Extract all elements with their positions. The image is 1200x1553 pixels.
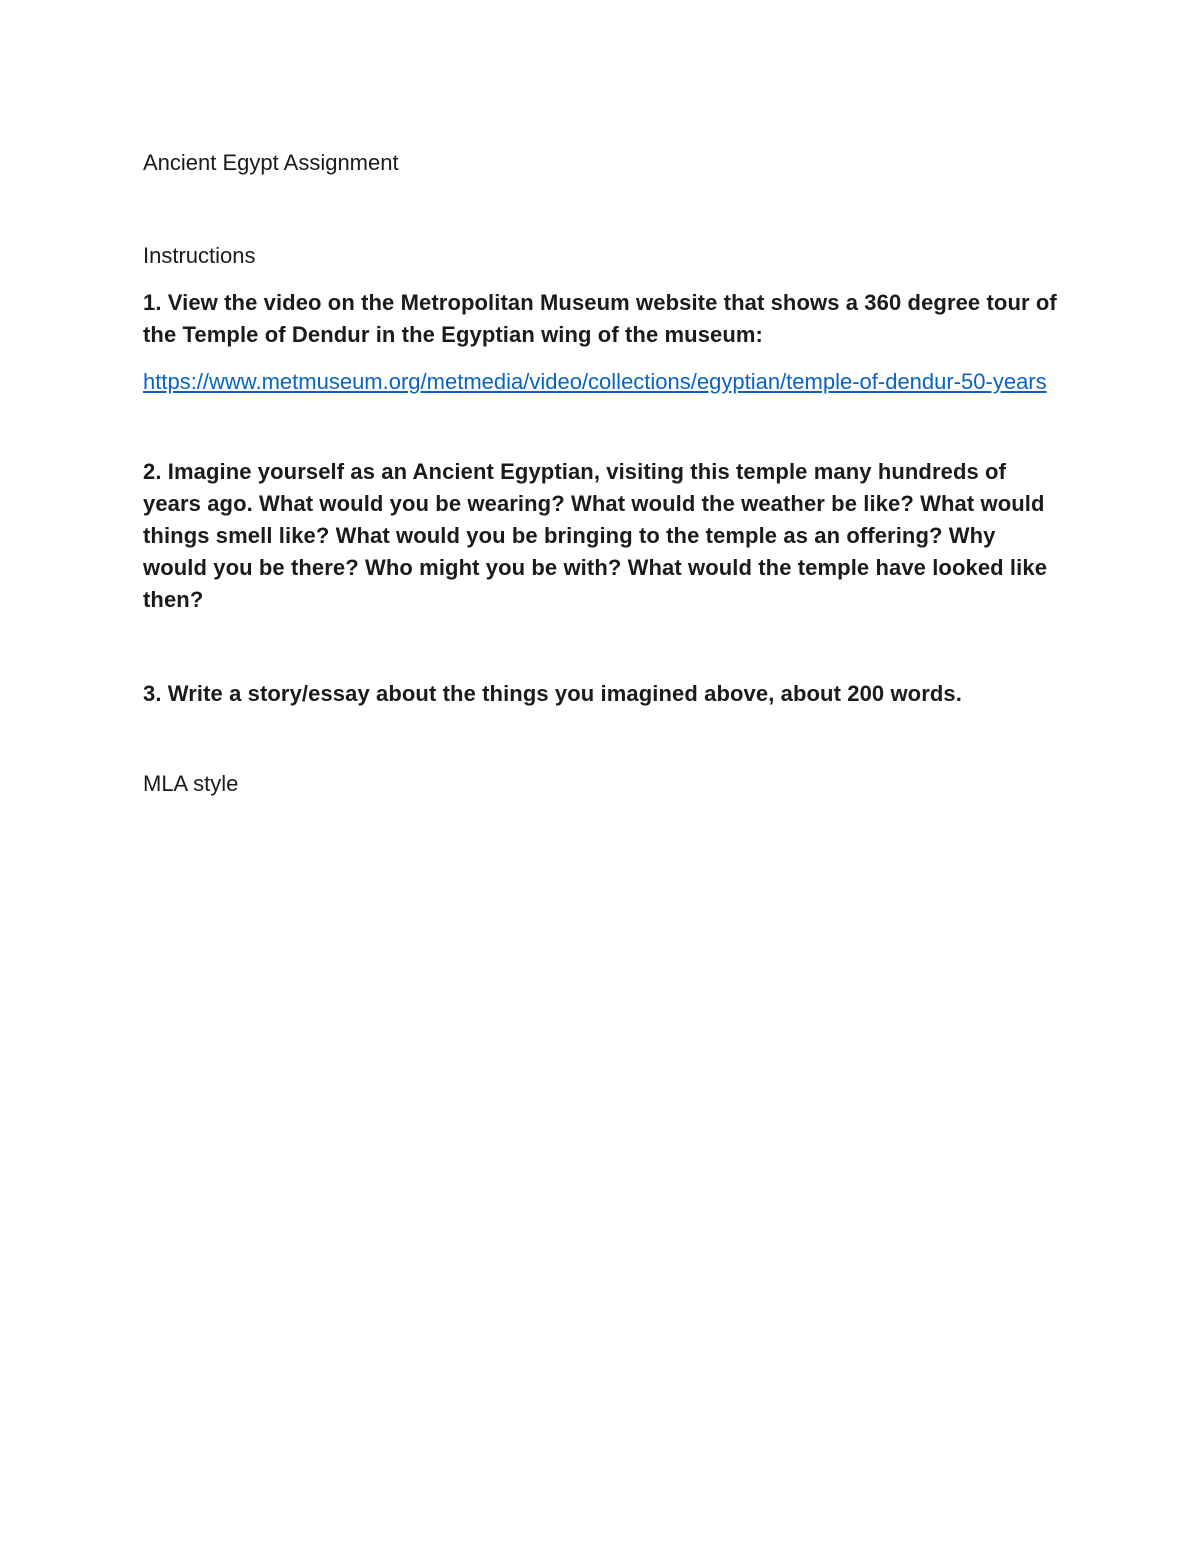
mla-style-note: MLA style [143, 771, 239, 796]
document-title: Ancient Egypt Assignment [143, 150, 399, 175]
metmuseum-video-link[interactable]: https://www.metmuseum.org/metmedia/video/collections/egyptian/temple-of-dendur-50-years [143, 369, 1047, 394]
link-paragraph [143, 366, 1061, 398]
instruction-item-3: 3. Write a story/essay about the things you imagined above, about 200 words. [143, 681, 962, 706]
instruction-item-1: 1. View the video on the Metropolitan Museum website that shows a 360 degree tour of the Temple of Dendur in the Egyptian wing of the museum: [143, 290, 1057, 347]
instruction-item-2: 2. Imagine yourself as an Ancient Egyptian, visiting this temple many hundreds of years ago. What would you be wearing? What would the weather be like? What would things smell like? What would you be bringing to the temple as an offering? Why would you be there? Who might you be with? What would the temple have looked like then? [143, 459, 1048, 612]
instructions-heading: Instructions [143, 243, 256, 268]
